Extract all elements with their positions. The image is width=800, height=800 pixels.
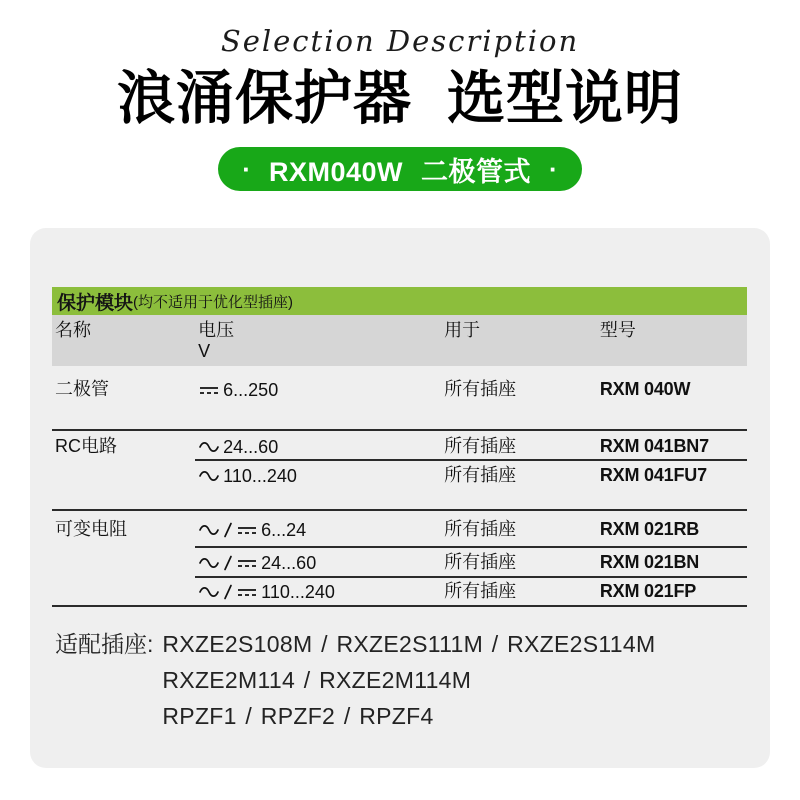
- table-row: [52, 366, 747, 429]
- badge-dot-left: ·: [242, 154, 251, 184]
- ac-icon: [198, 439, 220, 455]
- col-header-voltage-unit: V: [198, 341, 211, 361]
- ac-icon: [198, 555, 220, 571]
- row-voltage: [195, 435, 441, 458]
- row-voltage: [195, 464, 441, 487]
- col-header-used-for: 用于: [444, 320, 481, 340]
- voltage-value: 6...24: [261, 520, 307, 540]
- row-name: RC电路: [55, 436, 117, 456]
- voltage-value: 110...240: [261, 582, 335, 602]
- row-voltage: [195, 580, 441, 603]
- row-model: RXM 021RB: [599, 519, 700, 539]
- socket-line: RXZE2M114 / RXZE2M114M: [162, 667, 472, 693]
- compatible-sockets-list: [162, 626, 655, 734]
- ac-icon: [198, 584, 220, 600]
- model-badge: [218, 147, 581, 191]
- badge-dot-right: ·: [549, 154, 558, 184]
- row-model: RXM 041FU7: [599, 465, 707, 485]
- table-bottom-rule: [52, 605, 747, 607]
- row-model: RXM 021BN: [599, 552, 700, 572]
- col-header-model: 型号: [599, 320, 636, 340]
- slash-icon: [223, 584, 233, 600]
- row-voltage: [195, 518, 441, 541]
- col-header-voltage: [195, 320, 441, 362]
- badge-wrap: [0, 147, 800, 191]
- page-title: 浪涌保护器 选型说明: [116, 66, 684, 131]
- socket-line: RXZE2S108M / RXZE2S111M / RXZE2S114M: [162, 631, 656, 657]
- row-model: RXM 040W: [599, 379, 691, 399]
- table-row: [52, 546, 747, 576]
- voltage-value: 24...60: [261, 553, 317, 573]
- script-heading: Selection Description: [220, 24, 580, 58]
- col-header-voltage-label: 电压: [198, 320, 235, 340]
- badge-label: RXM040W 二极管式: [268, 156, 532, 187]
- row-name: [52, 464, 195, 487]
- row-voltage: [195, 378, 441, 401]
- row-voltage: [195, 551, 441, 574]
- row-model: RXM 021FP: [599, 581, 697, 601]
- table-row: [52, 576, 747, 605]
- row-used-for: 所有插座: [444, 465, 517, 485]
- voltage-value: 110...240: [223, 466, 297, 486]
- ac-icon: [198, 468, 220, 484]
- dc-icon: [236, 522, 258, 538]
- row-name: 二极管: [55, 379, 109, 399]
- slash-icon: [223, 555, 233, 571]
- row-name: 可变电阻: [55, 519, 127, 539]
- compatible-sockets: [55, 626, 655, 734]
- table-header-row: [52, 315, 747, 366]
- row-name: [52, 551, 195, 574]
- socket-line: RPZF1 / RPZF2 / RPZF4: [162, 703, 434, 729]
- dc-icon: [198, 382, 220, 398]
- row-model: RXM 041BN7: [599, 436, 709, 456]
- compatible-sockets-label: 适配插座:: [55, 631, 154, 657]
- table-title-note: (均不适用于优化型插座): [133, 294, 294, 311]
- table-row: [52, 429, 747, 459]
- spec-card: [30, 228, 770, 768]
- table-title: 保护模块: [57, 292, 134, 314]
- dc-icon: [236, 584, 258, 600]
- table-row: [52, 509, 747, 546]
- voltage-value: 24...60: [223, 437, 279, 457]
- voltage-value: 6...250: [223, 380, 279, 400]
- row-used-for: 所有插座: [444, 436, 517, 456]
- dc-icon: [236, 555, 258, 571]
- table-title-bar: [52, 287, 747, 315]
- row-name: [52, 580, 195, 603]
- spec-table: [52, 287, 747, 607]
- row-used-for: 所有插座: [444, 379, 517, 399]
- row-used-for: 所有插座: [444, 519, 517, 539]
- table-row: [52, 459, 747, 509]
- row-used-for: 所有插座: [444, 552, 517, 572]
- ac-icon: [198, 522, 220, 538]
- slash-icon: [223, 522, 233, 538]
- col-header-name: 名称: [55, 320, 91, 340]
- row-used-for: 所有插座: [444, 581, 517, 601]
